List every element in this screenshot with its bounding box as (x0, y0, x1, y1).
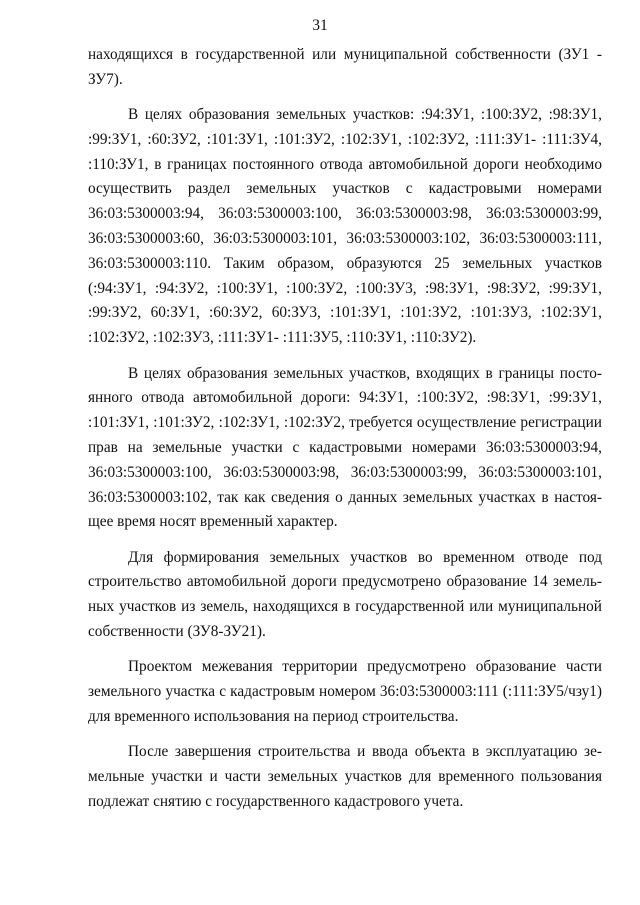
paragraph-rights-registration: В целях образования земельных участков, входящих в границы постоянного отвода автомобильной дороги: 94:ЗУ1, :100:ЗУ2, :98:ЗУ1, :99:ЗУ1, :101:ЗУ1, :101:ЗУ2, :102:ЗУ1, :102:ЗУ2, требуется осуществление регистрации прав на земельные участки с кадастровыми номерами 36:03:5300003:94, 36:03:5300003:100, 36:03:5300003:98, 36:03:5300003:99, 36:03:5300003:101, 36:03:5300003:102, так как сведения о данных земельных участках в настоящее время носят временный характер. (88, 364, 602, 531)
paragraph-cadastral-removal: После завершения строительства и ввода объекта в эксплуатацию земельные участки и части земельных участков для временного пользования подлежат снятию с государственного кадастрового учета. (88, 743, 602, 810)
paragraph-land-division: В целях образования земельных участков: :94:ЗУ1, :100:ЗУ2, :98:ЗУ1, :99:ЗУ1, :60:ЗУ2, :101:ЗУ1, :101:ЗУ2, :102:ЗУ1, :102:ЗУ2, :111:ЗУ1- :111:ЗУ4, :110:ЗУ1, в границах постоянного отвода автомобильной дороги необходимо осуществить раздел земельных участков с кадастровыми номерами 36:03:5300003:94, 36:03:5300003:100, 36:03:5300003:98, 36:03:5300003:99, 36:03:5300003:60, 36:03:5300003:101, 36:03:5300003:102, 36:03:5300003:111, 36:03:5300003:110. Таким образом, образуются 25 земельных участков (:94:ЗУ1, :94:ЗУ2, :100:ЗУ1, :100:ЗУ2, :100:ЗУ3, :98:ЗУ1, :98:ЗУ2, :99:ЗУ1, :99:ЗУ2, 60:ЗУ1, :60:ЗУ2, 60:ЗУ3, :101:ЗУ1, :101:ЗУ2, :101:ЗУ3, :102:ЗУ1, :102:ЗУ2, :102:ЗУ3, :111:ЗУ1- :111:ЗУ5, :110:ЗУ1, :110:ЗУ2). (88, 106, 602, 347)
page-number: 31 (312, 17, 328, 34)
paragraph-temporary-allotment: Для формирования земельных участков во временном отводе под строительство автомобильной дороги предусмотрено образование 14 земельных участков из земель, находящихся в государственной или муниципальной собственности (ЗУ8-ЗУ21). (88, 548, 602, 641)
document-body (88, 43, 602, 815)
paragraph-continuation: находящихся в государственной или муниципальной собственности (ЗУ1 - ЗУ7). (88, 46, 602, 88)
paragraph-part-of-plot: Проектом межевания территории предусмотрено образование части земельного участка с кадастровым номером 36:03:5300003:111 (:111:ЗУ5/чзу1) для временного использования на период строительства. (88, 658, 602, 725)
